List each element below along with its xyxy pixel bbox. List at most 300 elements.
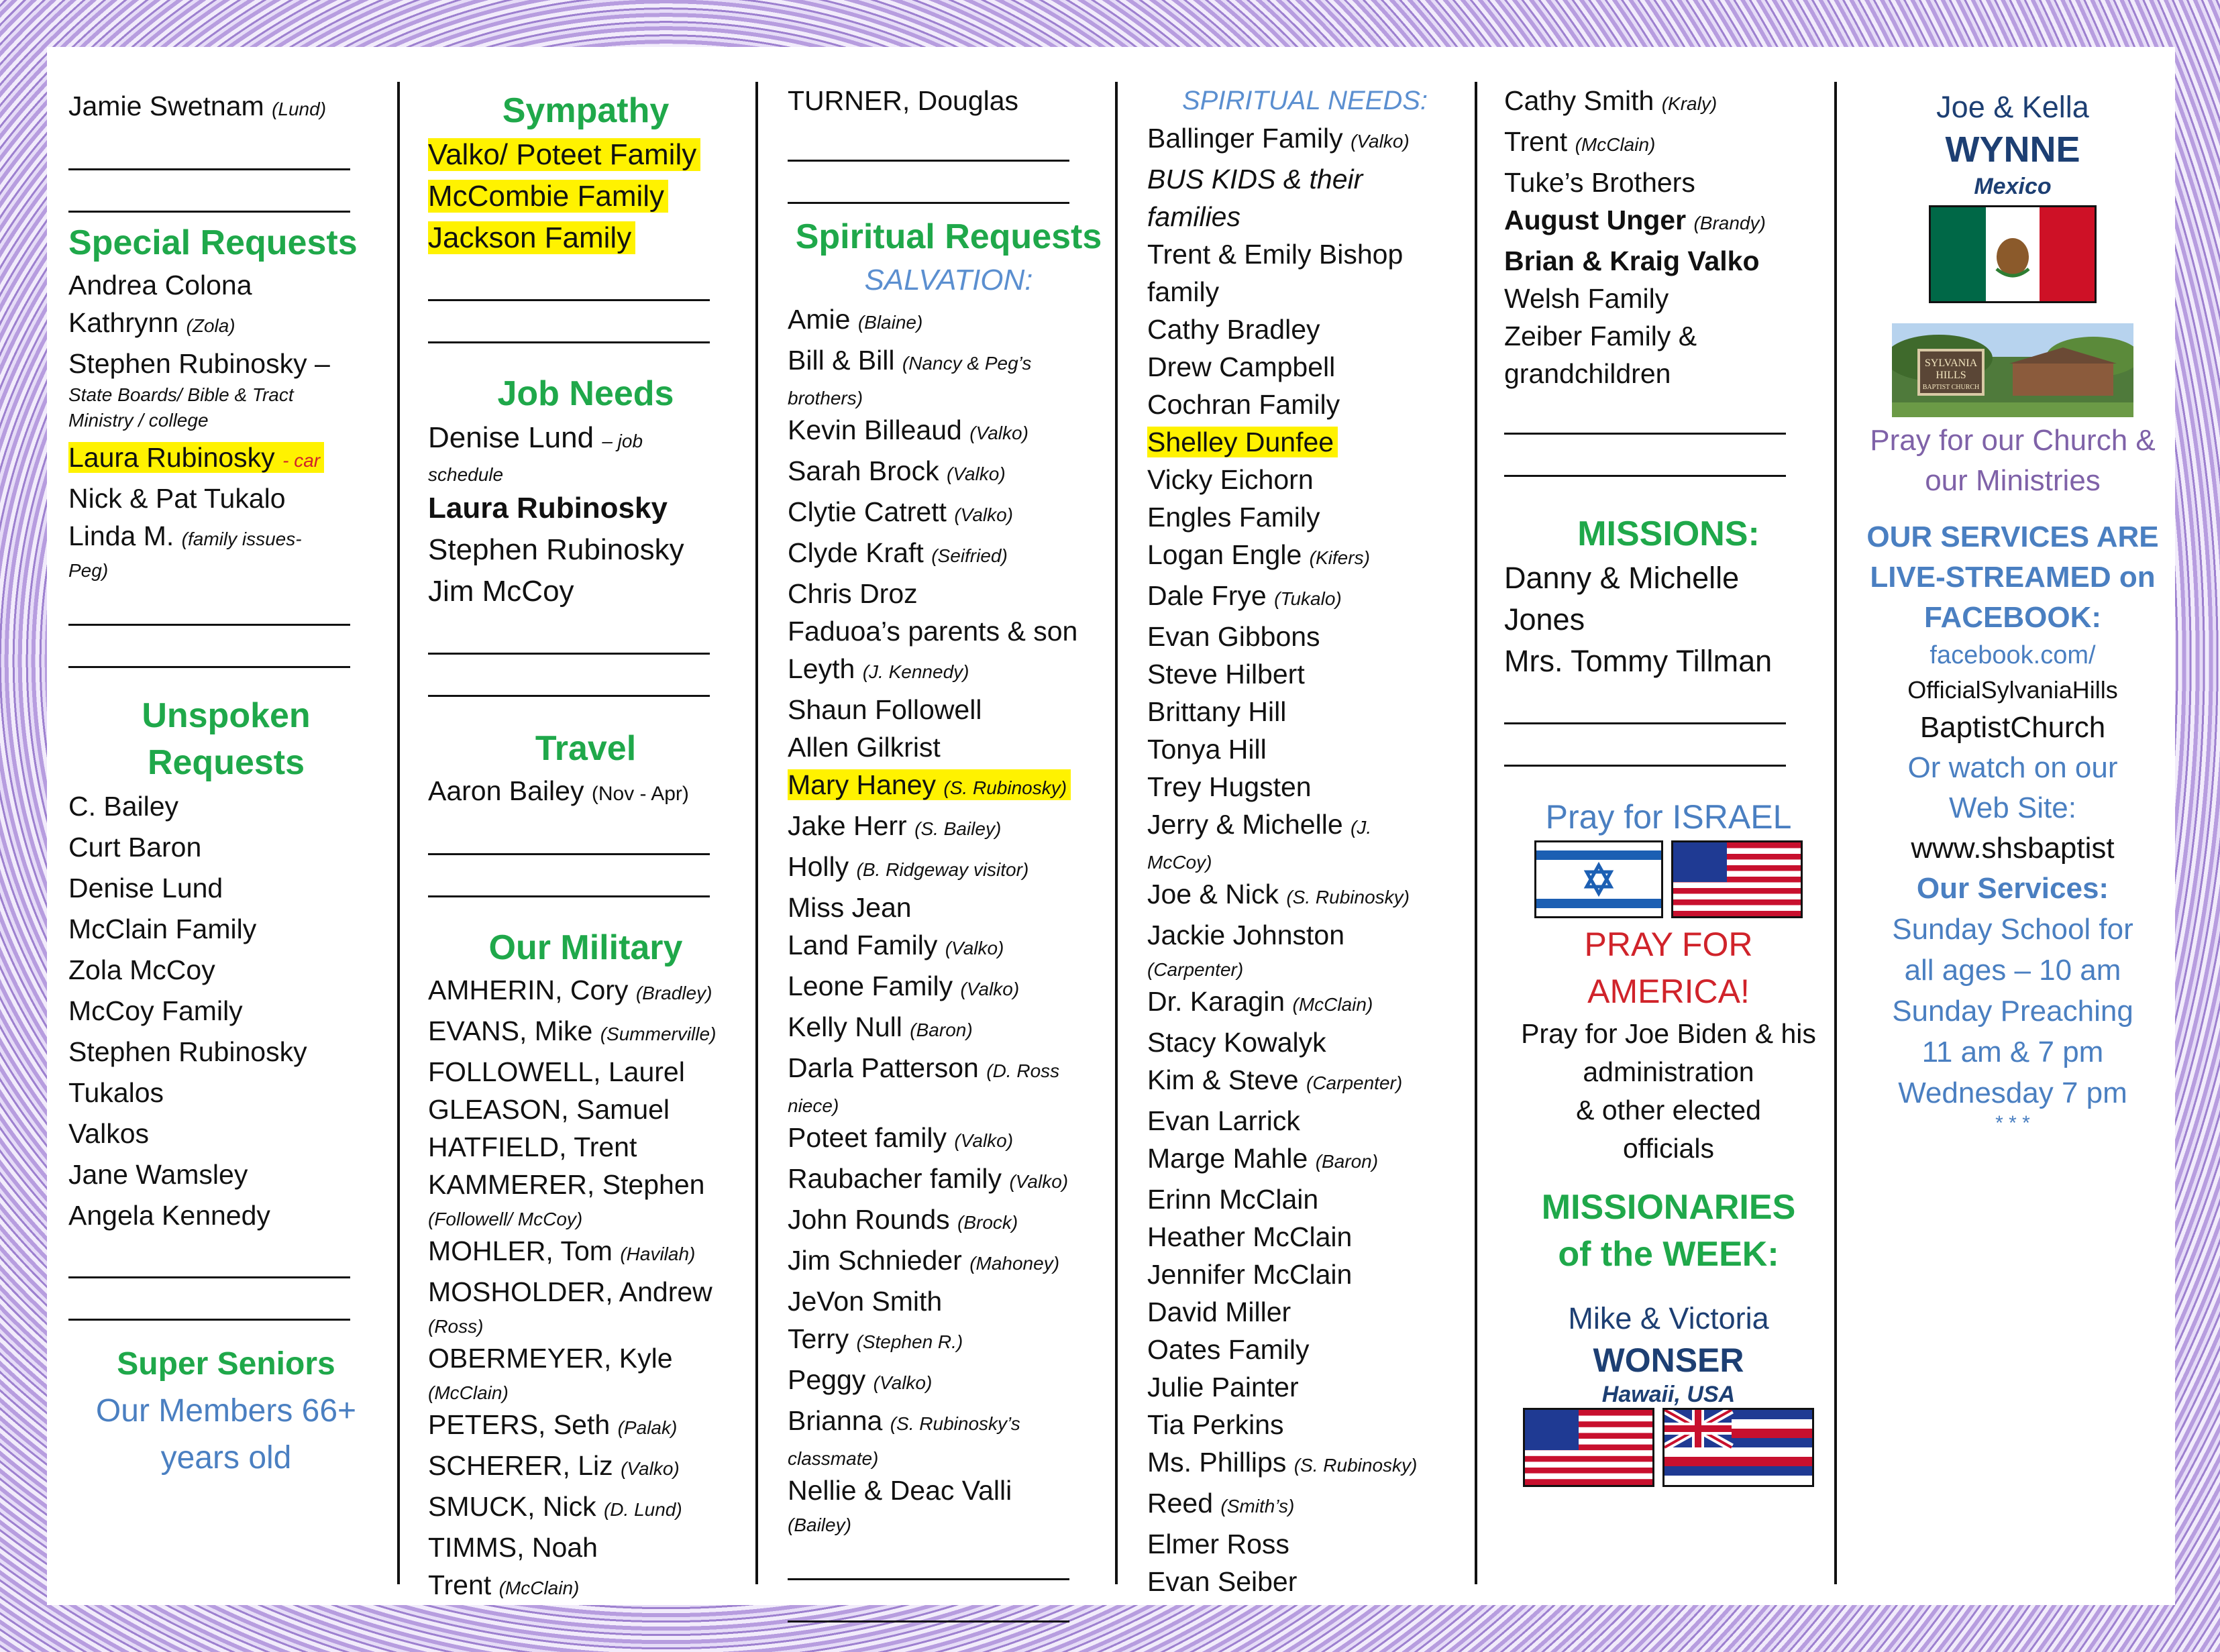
list-item [1147, 846, 1469, 875]
prayer-name: Reed [1147, 1488, 1214, 1519]
prayer-note: (McClain) [1575, 134, 1656, 155]
prayer-name: Laura Rubinosky [68, 442, 275, 473]
prayer-name: Kim & Steve [1147, 1064, 1299, 1095]
list-item [1504, 242, 1833, 280]
prayer-note: (Valko) [1351, 131, 1410, 152]
list-item: 11 am & 7 pm [1921, 1036, 2104, 1068]
prayer-note: (Bailey) [788, 1515, 851, 1535]
blank-line [68, 128, 350, 170]
prayer-name: Jamie Swetnam [68, 91, 264, 121]
prayer-name: Clyde Kraft [788, 537, 924, 568]
list-item [1147, 806, 1469, 846]
prayer-name: Linda M. [68, 520, 174, 551]
prayer-note: (S. Rubinosky’s [890, 1413, 1020, 1434]
prayer-name: Holly [788, 851, 849, 882]
spiritual-needs-list [1147, 119, 1469, 423]
prayer-name: Dr. Karagin [1147, 986, 1285, 1017]
prayer-name: Ballinger Family [1147, 123, 1343, 154]
list-item [788, 1361, 1110, 1402]
list-item [428, 1488, 743, 1529]
list-item [788, 493, 1110, 534]
salvation-heading: SALVATION: [864, 264, 1033, 296]
church-photo [1858, 323, 2167, 421]
list-item [1147, 1256, 1469, 1293]
prayer-name: Ms. Phillips [1147, 1447, 1287, 1478]
prayer-name: Trey Hugsten [1147, 771, 1312, 802]
list-item [1147, 273, 1469, 311]
prayer-name: Vicky Eichorn [1147, 464, 1314, 495]
facebook-link[interactable]: BaptistChurch [1919, 711, 2106, 744]
list-item [428, 1529, 743, 1566]
prayer-note: (S. Rubinosky) [1286, 887, 1410, 907]
website-label: Web Site: [1949, 791, 2076, 824]
blank-line [1504, 724, 1786, 767]
list-item: officials [1623, 1133, 1714, 1164]
prayer-name: Tuke’s Brothers [1504, 167, 1695, 198]
prayer-name: TIMMS, Noah [428, 1532, 598, 1563]
website-label: Or watch on our [1907, 751, 2118, 784]
list-item [428, 1128, 743, 1166]
list-item [1504, 123, 1833, 164]
hawaii-flag-icon [1662, 1408, 1814, 1487]
prayer-note: (Seifried) [931, 545, 1008, 566]
prayer-name: family [1147, 276, 1220, 307]
prayer-name: Clytie Catrett [788, 496, 947, 527]
prayer-name: Kevin Billeaud [788, 415, 962, 445]
prayer-name: Steve Hilbert [1147, 659, 1305, 690]
prayer-name: Tonya Hill [1147, 734, 1267, 765]
prayer-name: AMHERIN, Cory [428, 975, 629, 1005]
missionary-country: Mexico [1974, 174, 2052, 199]
spiritual-needs-heading: SPIRITUAL NEEDS: [1182, 86, 1428, 115]
prayer-name: Brittany Hill [1147, 696, 1287, 727]
sign-text: SYLVANIA [1924, 357, 1978, 369]
prayer-name: Terry [788, 1323, 849, 1354]
blank-line [428, 301, 710, 343]
prayer-note: McCoy) [1147, 852, 1212, 873]
special-requests-list [68, 266, 384, 382]
prayer-note: (Kraly) [1661, 93, 1717, 114]
list-item: McCoy Family [68, 995, 243, 1026]
prayer-note: (Valko) [969, 423, 1028, 443]
prayer-name: Shelley Dunfee [1147, 427, 1334, 457]
prayer-note: (Carpenter) [1306, 1072, 1403, 1093]
prayer-name: Engles Family [1147, 502, 1320, 533]
list-item [788, 411, 1110, 452]
list-item: Tukalos [68, 1077, 164, 1108]
list-item [428, 1053, 743, 1091]
list-item [428, 1406, 743, 1447]
prayer-note: (Summerville) [600, 1024, 717, 1044]
list-item [788, 926, 1110, 967]
list-item [788, 728, 1110, 766]
list-item [1504, 317, 1833, 355]
prayer-note: (J. Kennedy) [862, 661, 969, 682]
list-item [788, 1119, 1110, 1160]
missions-list [1504, 557, 1833, 682]
prayer-name: Jennifer McClain [1147, 1259, 1353, 1290]
list-item [428, 1166, 743, 1203]
blank-line [68, 584, 350, 626]
prayer-name: grandchildren [1504, 358, 1671, 389]
prayer-note: (Brock) [957, 1212, 1018, 1233]
list-item [1504, 280, 1833, 317]
prayer-note: (Palak) [617, 1417, 678, 1438]
prayer-note: (Valko) [1009, 1171, 1069, 1192]
list-item [788, 1201, 1110, 1242]
list-item [1504, 164, 1833, 201]
prayer-name: Marge Mahle [1147, 1143, 1308, 1174]
blank-line [1504, 682, 1786, 724]
prayer-name: Cochran Family [1147, 389, 1340, 420]
prayer-note: (Baron) [910, 1020, 973, 1040]
list-item: all ages – 10 am [1904, 954, 2121, 987]
usa-flag-icon [1523, 1408, 1654, 1487]
list-item [788, 1320, 1110, 1361]
facebook-link[interactable]: facebook.com/ [1930, 641, 2096, 669]
spiritual-needs-list-continued [1147, 461, 1469, 1600]
prayer-name: Mary Haney [788, 769, 937, 800]
prayer-name: Jake Herr [788, 810, 907, 841]
prayer-name: Leyth [788, 653, 855, 684]
prayer-name: Oates Family [1147, 1334, 1310, 1365]
list-item: C. Bailey [68, 791, 179, 822]
prayer-name: Raubacher family [788, 1163, 1002, 1194]
list-item [428, 1447, 743, 1488]
prayer-note: (family issues- [181, 529, 302, 549]
blank-line [68, 626, 350, 668]
list-item: Mrs. Tommy Tillman [1504, 644, 1773, 678]
prayer-name: JeVon Smith [788, 1286, 943, 1317]
flag-row [1504, 840, 1833, 921]
prayer-name: Joe & Nick [1147, 879, 1279, 910]
prayer-name: Nick & Pat Tukalo [68, 483, 286, 514]
prayer-name: Erinn McClain [1147, 1184, 1319, 1215]
column-divider [1115, 82, 1118, 1584]
flag-row [1504, 1408, 1833, 1488]
list-item [788, 575, 1110, 612]
prayer-name: PETERS, Seth [428, 1409, 611, 1440]
services-list [1858, 909, 2167, 1113]
services-heading: Our Services: [1916, 872, 2109, 905]
divider-stars: * * * [1995, 1112, 2030, 1134]
salvation-list [788, 300, 1110, 766]
list-item [1147, 1293, 1469, 1331]
prayer-name: Kelly Null [788, 1011, 902, 1042]
prayer-note: Peg) [68, 560, 109, 581]
prayer-note: (McClain) [428, 1382, 509, 1403]
website-link[interactable]: www.shsbaptist [1911, 832, 2115, 865]
list-item [428, 1232, 743, 1273]
prayer-name: Evan Larrick [1147, 1105, 1300, 1136]
sign-text: BAPTIST CHURCH [1922, 384, 1980, 391]
seniors-text: Our Members 66+ [95, 1393, 357, 1429]
usa-flag-icon [1671, 840, 1803, 918]
list-item [1147, 160, 1469, 198]
prayer-note: (Followell/ McCoy) [428, 1209, 583, 1229]
prayer-note: (S. Rubinosky) [1293, 1455, 1418, 1476]
prayer-name: Jerry & Michelle [1147, 809, 1343, 840]
list-item [1147, 348, 1469, 386]
prayer-note: schedule [428, 464, 504, 485]
job-needs-heading: Job Needs [497, 374, 674, 413]
sign-text: HILLS [1936, 370, 1966, 381]
list-item [788, 1509, 1110, 1538]
facebook-link[interactable]: OfficialSylvaniaHills [1907, 676, 2118, 704]
prayer-note: (Tukalo) [1274, 588, 1342, 609]
prayer-note: (J. [1351, 817, 1372, 838]
seniors-text: years old [160, 1440, 292, 1476]
list-item: Denise Lund [68, 873, 223, 903]
list-item: Jane Wamsley [68, 1159, 248, 1190]
prayer-name: Jim Schnieder [788, 1245, 962, 1276]
list-item [788, 1049, 1110, 1090]
prayer-name: Land Family [788, 930, 938, 960]
prayer-name: Sarah Brock [788, 455, 939, 486]
prayer-note: (Valko) [621, 1458, 680, 1479]
list-item [428, 134, 743, 176]
prayer-name: Chris Droz [788, 578, 918, 609]
list-item [788, 967, 1110, 1008]
prayer-name: Brian & Kraig Valko [1504, 245, 1760, 276]
prayer-note: (B. Ridgeway visitor) [856, 859, 1029, 880]
list-item: McClain Family [68, 914, 257, 944]
list-item [1147, 768, 1469, 806]
list-item [1147, 1563, 1469, 1600]
travel-heading: Travel [535, 729, 637, 768]
highlighted-request: McCombie Family [428, 180, 668, 213]
prayer-name: Trent & Emily Bishop [1147, 239, 1404, 270]
list-item [1147, 655, 1469, 693]
list-item [788, 1402, 1110, 1443]
list-item: Wednesday 7 pm [1898, 1077, 2127, 1109]
prayer-note: (Valko) [947, 463, 1006, 484]
unspoken-list [68, 786, 384, 1236]
prayer-name: TURNER, Douglas [788, 85, 1019, 116]
list-item [1147, 119, 1469, 160]
prayer-name: Trent [1504, 126, 1568, 157]
prayer-note: (S. Bailey) [914, 818, 1002, 839]
prayer-name: Logan Engle [1147, 539, 1302, 570]
prayer-note: (Valko) [945, 938, 1004, 958]
list-item [788, 1242, 1110, 1282]
list-item [1147, 386, 1469, 423]
prayer-note: (Smith’s) [1220, 1496, 1295, 1517]
prayer-note: (Valko) [873, 1372, 933, 1393]
prayer-name: BUS KIDS & their [1147, 164, 1363, 195]
prayer-name: OBERMEYER, Kyle [428, 1343, 673, 1374]
blank-line [1504, 435, 1786, 477]
prayer-note: (Brandy) [1693, 213, 1766, 233]
prayer-note: (S. Rubinosky) [943, 777, 1067, 798]
spiritual-requests-heading: Spiritual Requests [795, 217, 1102, 256]
usa-flag-image [1525, 1410, 1652, 1485]
blank-line [428, 259, 710, 301]
list-item [1147, 1331, 1469, 1368]
prayer-name: Poteet family [788, 1122, 947, 1153]
missionary-surname: WONSER [1593, 1341, 1744, 1379]
list-item [1147, 311, 1469, 348]
prayer-name: John Rounds [788, 1204, 950, 1235]
blank-line [428, 855, 710, 897]
unspoken-heading: Requests [147, 743, 305, 782]
list-item [68, 266, 384, 304]
prayer-name: SMUCK, Nick [428, 1491, 596, 1522]
list-item [788, 848, 1110, 889]
prayer-name: Cathy Bradley [1147, 314, 1320, 345]
list-item [788, 382, 1110, 411]
unspoken-heading: Unspoken [142, 696, 311, 735]
list-item [1504, 201, 1833, 242]
highlighted-request: Valko/ Poteet Family [428, 138, 700, 171]
sympathy-list [428, 134, 743, 259]
list-item [1504, 355, 1833, 392]
prayer-name: August Unger [1504, 205, 1687, 235]
prayer-note: niece) [788, 1095, 839, 1116]
highlighted-request [1147, 427, 1338, 457]
list-item: Valkos [68, 1118, 150, 1149]
prayer-note: (Kifers) [1309, 547, 1370, 568]
column-divider [755, 82, 758, 1584]
pray-church: Pray for our Church & [1870, 424, 2156, 457]
prayer-note: (Valko) [954, 1130, 1014, 1151]
list-item [1147, 1406, 1469, 1443]
list-item [1147, 1368, 1469, 1406]
prayer-name: Jim McCoy [428, 575, 574, 608]
list-item: & other elected [1576, 1095, 1761, 1125]
list-item: administration [1583, 1056, 1754, 1087]
list-item [428, 1273, 743, 1311]
list-item [788, 1443, 1110, 1472]
list-item [1147, 983, 1469, 1024]
pray-church: our Ministries [1925, 464, 2101, 497]
live-stream-heading: LIVE-STREAMED on [1870, 561, 2156, 594]
list-item [1147, 1443, 1469, 1484]
prayer-name: MOSHOLDER, Andrew [428, 1276, 712, 1307]
prayer-name: Heather McClain [1147, 1221, 1353, 1252]
list-item [1147, 1140, 1469, 1180]
list-item [1147, 498, 1469, 536]
prayer-note: (McClain) [1292, 994, 1373, 1015]
prayer-note: (Carpenter) [1147, 959, 1244, 980]
prayer-note: – job [602, 431, 643, 451]
pray-america: PRAY FOR [1584, 926, 1753, 963]
usa-flag-image [1673, 842, 1801, 916]
column-divider [397, 82, 400, 1584]
prayer-name: Cathy Smith [1504, 85, 1654, 116]
column-4 [1147, 82, 1469, 1597]
prayer-note: (Bradley) [635, 983, 712, 1003]
prayer-name: GLEASON, Samuel [428, 1094, 670, 1125]
prayer-name: Jackie Johnston [1147, 920, 1345, 950]
hawaii-flag-image [1664, 1410, 1812, 1485]
church-photo-image [1892, 323, 2133, 417]
special-requests-heading: Special Requests [68, 223, 358, 262]
blank-line [428, 612, 710, 655]
list-item [68, 304, 384, 345]
list-item: Stephen Rubinosky [68, 1036, 307, 1067]
super-seniors-heading: Super Seniors [117, 1346, 335, 1382]
list-item [1147, 1024, 1469, 1061]
list-item [788, 534, 1110, 575]
blank-line [428, 813, 710, 855]
list-item [788, 612, 1110, 650]
prayer-name: Welsh Family [1504, 283, 1669, 314]
list-item [788, 1090, 1110, 1119]
missionary-place: Hawaii, USA [1601, 1382, 1736, 1407]
list-item: Danny & Michelle [1504, 561, 1740, 595]
missionaries-heading: MISSIONARIES [1541, 1188, 1796, 1227]
prayer-name: Bill & Bill [788, 345, 895, 376]
military-list [428, 971, 743, 1607]
list-item [788, 300, 1110, 341]
prayer-note: (D. Lund) [603, 1499, 682, 1520]
prayer-name: Drew Campbell [1147, 351, 1336, 382]
prayer-name: Darla Patterson [788, 1052, 979, 1083]
list-item [788, 1472, 1110, 1509]
blank-line [788, 1538, 1069, 1580]
list-item [428, 1339, 743, 1377]
prayer-name: Shaun Followell [788, 694, 982, 725]
column-divider [1834, 82, 1837, 1584]
list-item [428, 971, 743, 1012]
prayer-name: Evan Gibbons [1147, 621, 1320, 652]
prayer-note: classmate) [788, 1448, 879, 1469]
salvation-list-continued [788, 807, 1110, 1538]
flag-row [1858, 205, 2167, 306]
prayer-note: - car [282, 450, 321, 471]
prayer-note: (Nov - Apr) [591, 783, 689, 805]
list-item: Pray for Joe Biden & his [1521, 1018, 1816, 1049]
pray-israel: Pray for ISRAEL [1545, 798, 1792, 836]
prayer-note: (McClain) [498, 1578, 580, 1598]
highlighted-request [788, 769, 1071, 800]
column-2 [428, 82, 743, 1600]
prayer-name: Faduoa’s parents & son [788, 616, 1078, 647]
list-item [1147, 198, 1469, 235]
list-item [788, 807, 1110, 848]
list-item [788, 341, 1110, 382]
list-item [1147, 577, 1469, 618]
list-item [1147, 536, 1469, 577]
prayer-name: EVANS, Mike [428, 1015, 593, 1046]
list-item [1147, 1484, 1469, 1525]
list-item: Zola McCoy [68, 954, 215, 985]
blank-line [68, 1278, 350, 1321]
list-item [788, 1160, 1110, 1201]
list-item [1147, 235, 1469, 273]
israel-flag-icon [1534, 840, 1663, 918]
list-item [788, 889, 1110, 926]
prayer-name: Nellie & Deac Valli [788, 1475, 1012, 1506]
list-item [1147, 1218, 1469, 1256]
blank-line [788, 162, 1069, 204]
prayer-name: Tia Perkins [1147, 1409, 1284, 1440]
prayer-note: brothers) [788, 388, 863, 408]
list-item [428, 176, 743, 217]
prayer-name: FOLLOWELL, Laurel [428, 1056, 685, 1087]
prayer-note: (Lund) [272, 99, 327, 119]
list-item [428, 1091, 743, 1128]
list-item [1147, 693, 1469, 730]
prayer-name: Allen Gilkrist [788, 732, 941, 763]
prayer-name: Denise Lund [428, 421, 594, 454]
list-item [788, 650, 1110, 691]
mexico-flag-icon [1929, 205, 2097, 303]
list-item: Jones [1504, 602, 1585, 637]
prayer-name: Stephen Rubinosky [428, 533, 684, 566]
blank-line [788, 1580, 1069, 1622]
